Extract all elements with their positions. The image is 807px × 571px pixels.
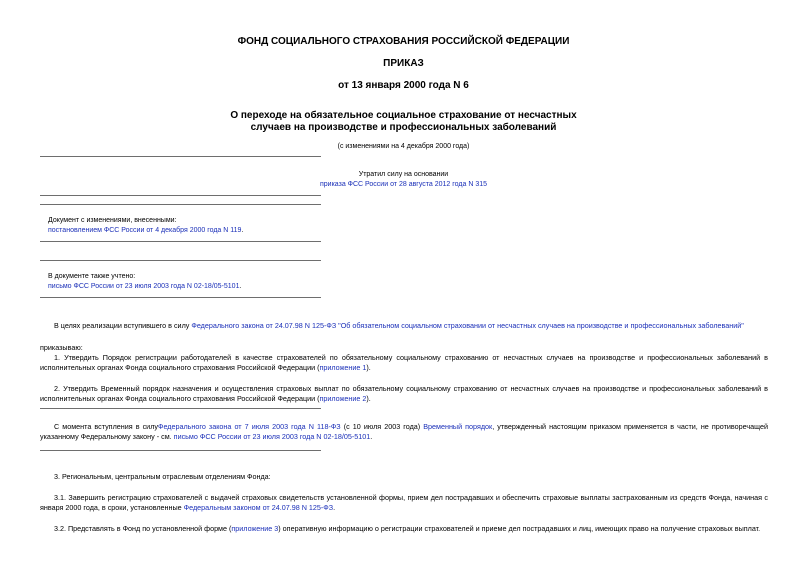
divider bbox=[40, 260, 321, 261]
divider bbox=[40, 195, 321, 196]
divider bbox=[40, 204, 321, 205]
law-118-link[interactable]: Федерального закона от 7 июля 2003 года N 118-ФЗ bbox=[157, 422, 341, 431]
item-2: 2. Утвердить Временный порядок назначения и осуществления страховых выплат по обязательному социальному страхованию от несчастных случаев на производстве и профессиональных заболеваний в исполнительных органах Фонда социального страхования Российской Федерации (приложение 2). bbox=[40, 384, 768, 404]
appendix-3-link[interactable]: приложение 3 bbox=[231, 524, 279, 533]
divider bbox=[40, 297, 321, 298]
temporary-order-link[interactable]: Временный порядок bbox=[423, 422, 493, 431]
item-3: 3. Региональным, центральным отраслевым отделениям Фонда: bbox=[54, 472, 271, 481]
law-125-link[interactable]: Федерального закона от 24.07.98 N 125-ФЗ "Об обязательном социальном страховании от несчастных случаев на производстве и профессиональных заболеваний" bbox=[191, 321, 744, 330]
divider bbox=[40, 450, 321, 451]
org-heading: ФОНД СОЦИАЛЬНОГО СТРАХОВАНИЯ РОССИЙСКОЙ ФЕДЕРАЦИИ bbox=[237, 36, 570, 47]
changes-note: (с изменениями на 4 декабря 2000 года) bbox=[337, 143, 470, 150]
changes-line: постановлением ФСС России от 4 декабря 2000 года N 119. bbox=[48, 227, 244, 234]
doc-title-line2: случаев на производстве и профессиональных заболеваний bbox=[250, 122, 557, 133]
law-125-link-2[interactable]: Федеральным законом от 24.07.98 N 125-ФЗ bbox=[183, 503, 334, 513]
divider bbox=[40, 408, 321, 409]
accounted-line: письмо ФСС России от 23 июля 2003 года N 02-18/05-5101. bbox=[48, 283, 242, 290]
divider bbox=[40, 156, 321, 157]
item-1: 1. Утвердить Порядок регистрации работодателей в качестве страхователей по обязательному социальному страхованию от несчастных случаев на производстве и профессиональных заболеваний в исполнительных органах Фонда социального страхования Российской Федерации (приложение 1). bbox=[40, 353, 768, 373]
doc-type: ПРИКАЗ bbox=[383, 58, 424, 69]
accounted-link[interactable]: письмо ФСС России от 23 июля 2003 года N 02-18/05-5101 bbox=[48, 283, 240, 290]
lost-force-link[interactable]: приказа ФСС России от 28 августа 2012 года N 315 bbox=[320, 181, 487, 188]
changes-link[interactable]: постановлением ФСС России от 4 декабря 2000 года N 119 bbox=[48, 227, 242, 234]
item-3-2: 3.2. Представлять в Фонд по установленной форме (приложение 3) оперативную информацию о регистрации страхователей и приеме дел пострадавших и лиц, имеющих право на получение страховых выплат. bbox=[54, 524, 761, 533]
orders-word: приказываю: bbox=[40, 343, 83, 352]
editorial-note: С момента вступления в силуФедерального закона от 7 июля 2003 года N 118-ФЗ (с 10 июля 2003 года) Временный порядок, утвержденный настоящим приказом применяется в части, не противоречащей указанному Федеральному закону - см. письмо ФСС России от 23 июля 2003 года N 02-18/05-5101. bbox=[40, 422, 768, 442]
divider bbox=[40, 241, 321, 242]
doc-title-line1: О переходе на обязательное социальное страхование от несчастных bbox=[230, 110, 577, 121]
accounted-intro: В документе также учтено: bbox=[48, 273, 136, 280]
fss-letter-link[interactable]: письмо ФСС России от 23 июля 2003 года N 02-18/05-5101 bbox=[173, 432, 371, 442]
doc-date: от 13 января 2000 года N 6 bbox=[338, 80, 469, 91]
preamble: В целях реализации вступившего в силу Федерального закона от 24.07.98 N 125-ФЗ "Об обязательном социальном страховании от несчастных случаев на производстве и профессиональных заболеваний" bbox=[54, 321, 744, 330]
appendix-2-link[interactable]: приложение 2 bbox=[319, 394, 367, 404]
changes-intro: Документ с изменениями, внесенными: bbox=[48, 217, 177, 224]
item-3-1: 3.1. Завершить регистрацию страхователей с выдачей страховых свидетельств установленной формы, прием дел пострадавших и обеспечить страховые выплаты застрахованным из средств Фонда, начиная с января 2000 года, в сроки, установленные Федеральным законом от 24.07.98 N 125-ФЗ. bbox=[40, 493, 768, 513]
appendix-1-link[interactable]: приложение 1 bbox=[319, 363, 367, 373]
lost-force-text: Утратил силу на основании bbox=[358, 171, 449, 178]
